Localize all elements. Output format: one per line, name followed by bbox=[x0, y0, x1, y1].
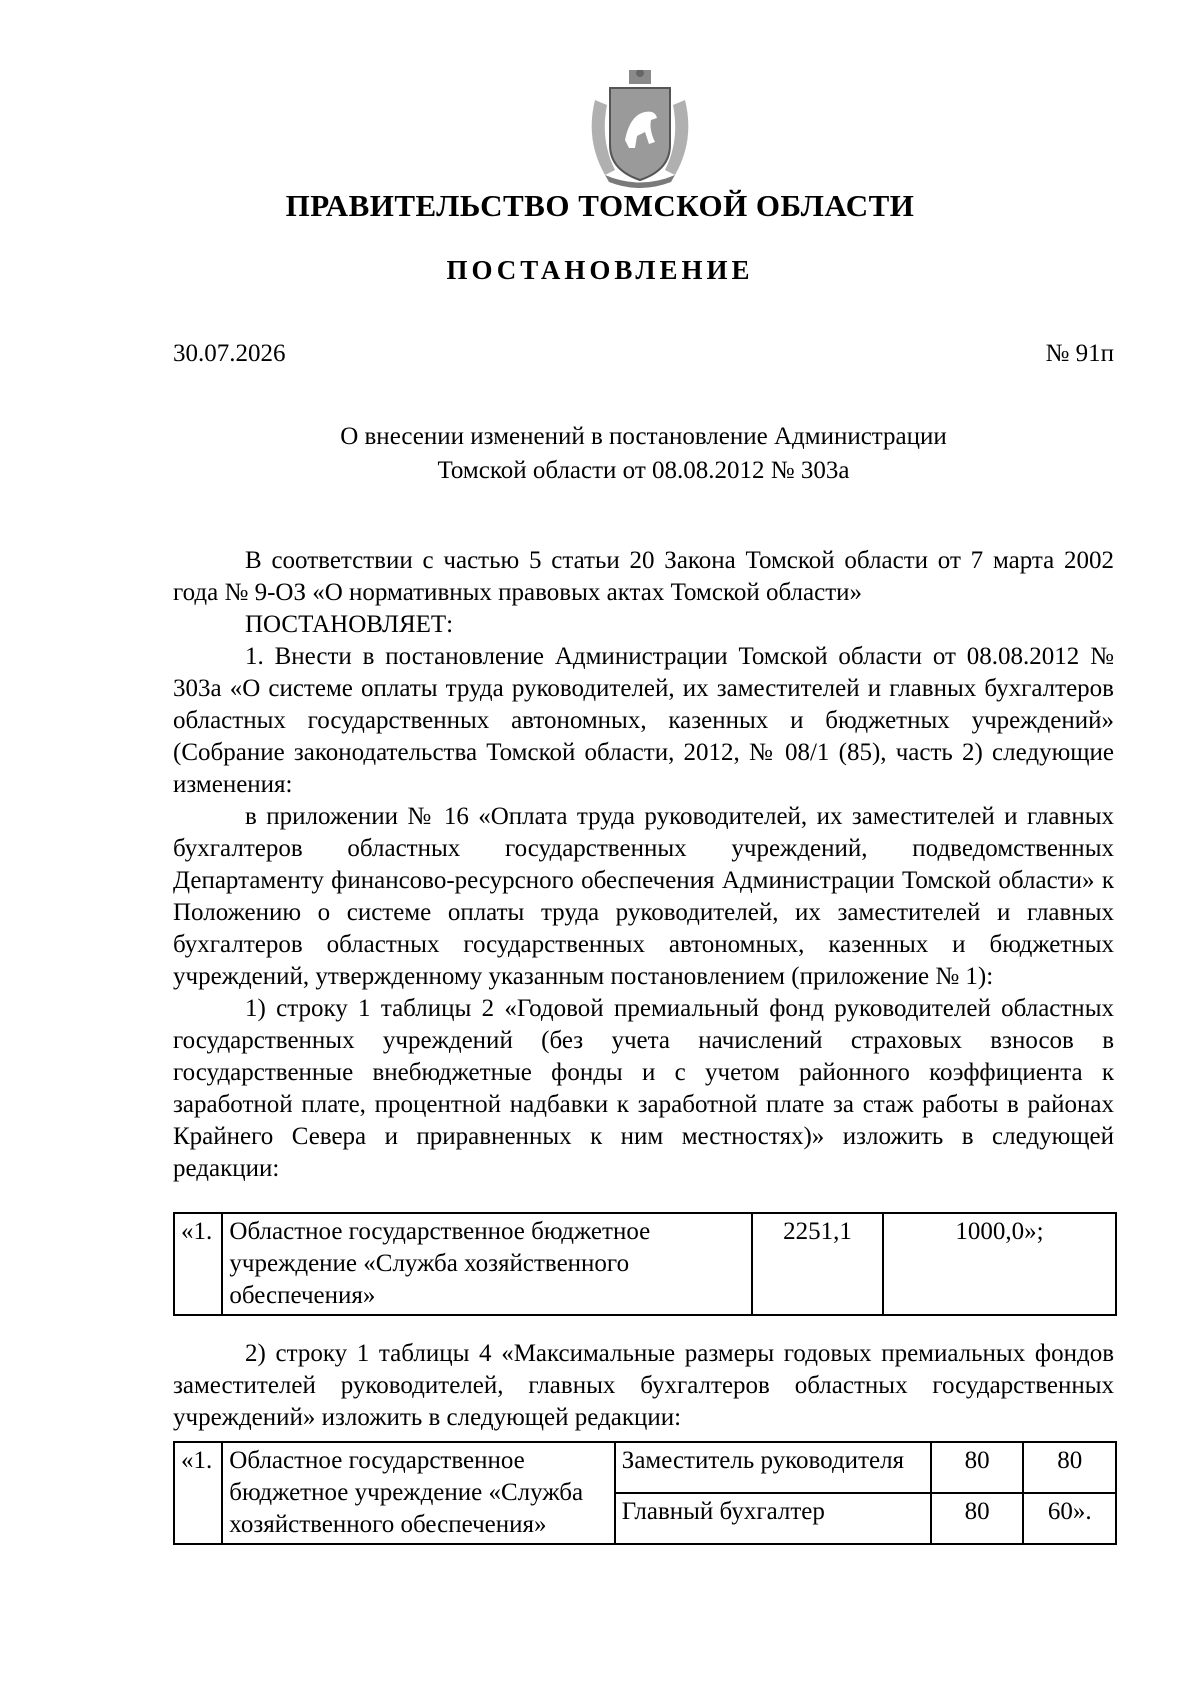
paragraph-resolves: ПОСТАНОВЛЯЕТ: bbox=[245, 611, 454, 638]
subject-line: О внесении изменений в постановление Администрации bbox=[340, 423, 947, 450]
paragraph: В соответствии с частью 5 статьи 20 Закона Томской области от 7 марта 2002 года № 9-ОЗ «О нормативных правовых актах Томской области» bbox=[173, 547, 1114, 606]
table-max-premium-funds bbox=[173, 1441, 1117, 1545]
government-title: ПРАВИТЕЛЬСТВО ТОМСКОЙ ОБЛАСТИ bbox=[285, 188, 915, 223]
document-subject bbox=[173, 420, 1114, 488]
paragraph: 2) строку 1 таблицы 4 «Максимальные размеры годовых премиальных фондов заместителей руководителей, главных бухгалтеров областных государственных учреждений» изложить в следующей редакции: bbox=[173, 1340, 1114, 1431]
table-value: 60». bbox=[1023, 1493, 1116, 1544]
paragraph: 1) строку 1 таблицы 2 «Годовой премиальный фонд руководителей областных государственных учреждений (без учета начислений страховых взносов в государственные внебюджетные фонды и с учетом районного коэффициента к заработной плате, процентной надбавки к заработной плате за стаж работы в районах Крайнего Севера и приравненных к ним местностях)» изложить в следующей редакции: bbox=[173, 995, 1114, 1182]
table-value: 80 bbox=[1023, 1442, 1116, 1493]
position-name: Заместитель руководителя bbox=[615, 1442, 931, 1493]
table-value: 2251,1 bbox=[752, 1213, 883, 1315]
institution-name: Областное государственное бюджетное учреждение «Служба хозяйственного обеспечения» bbox=[222, 1442, 615, 1544]
document-type: ПОСТАНОВЛЕНИЕ bbox=[446, 255, 754, 285]
tomsk-region-coat-of-arms-icon bbox=[585, 70, 695, 188]
document-body bbox=[173, 545, 1114, 1185]
row-number: «1. bbox=[174, 1442, 222, 1544]
document-date: 30.07.2026 bbox=[173, 340, 286, 367]
table-value: 80 bbox=[931, 1442, 1024, 1493]
institution-name: Областное государственное бюджетное учреждение «Служба хозяйственного обеспечения» bbox=[222, 1213, 751, 1315]
document-body-continued bbox=[173, 1338, 1114, 1434]
document-number: № 91п bbox=[1045, 340, 1114, 367]
table-row bbox=[174, 1213, 1116, 1315]
table-value: 80 bbox=[931, 1493, 1024, 1544]
paragraph: в приложении № 16 «Оплата труда руководителей, их заместителей и главных бухгалтеров областных государственных учреждений, подведомственных Департаменту финансово-ресурсного обеспечения Администрации Томской области» к Положению о системе оплаты труда руководителей, их заместителей и главных бухгалтеров областных государственных автономных, казенных и бюджетных учреждений, утвержденному указанным постановлением (приложение № 1): bbox=[173, 803, 1114, 990]
row-number: «1. bbox=[174, 1213, 222, 1315]
table-value: 1000,0»; bbox=[883, 1213, 1116, 1315]
position-name: Главный бухгалтер bbox=[615, 1493, 931, 1544]
paragraph: 1. Внести в постановление Администрации Томской области от 08.08.2012 № 303а «О системе оплаты труда руководителей, их заместителей и главных бухгалтеров областных государственных автономных, казенных и бюджетных учреждений» (Собрание законодательства Томской области, 2012, № 08/1 (85), часть 2) следующие изменения: bbox=[173, 643, 1114, 798]
table-premium-fund bbox=[173, 1212, 1117, 1316]
table-row bbox=[174, 1442, 1116, 1493]
subject-line: Томской области от 08.08.2012 № 303а bbox=[437, 457, 850, 484]
